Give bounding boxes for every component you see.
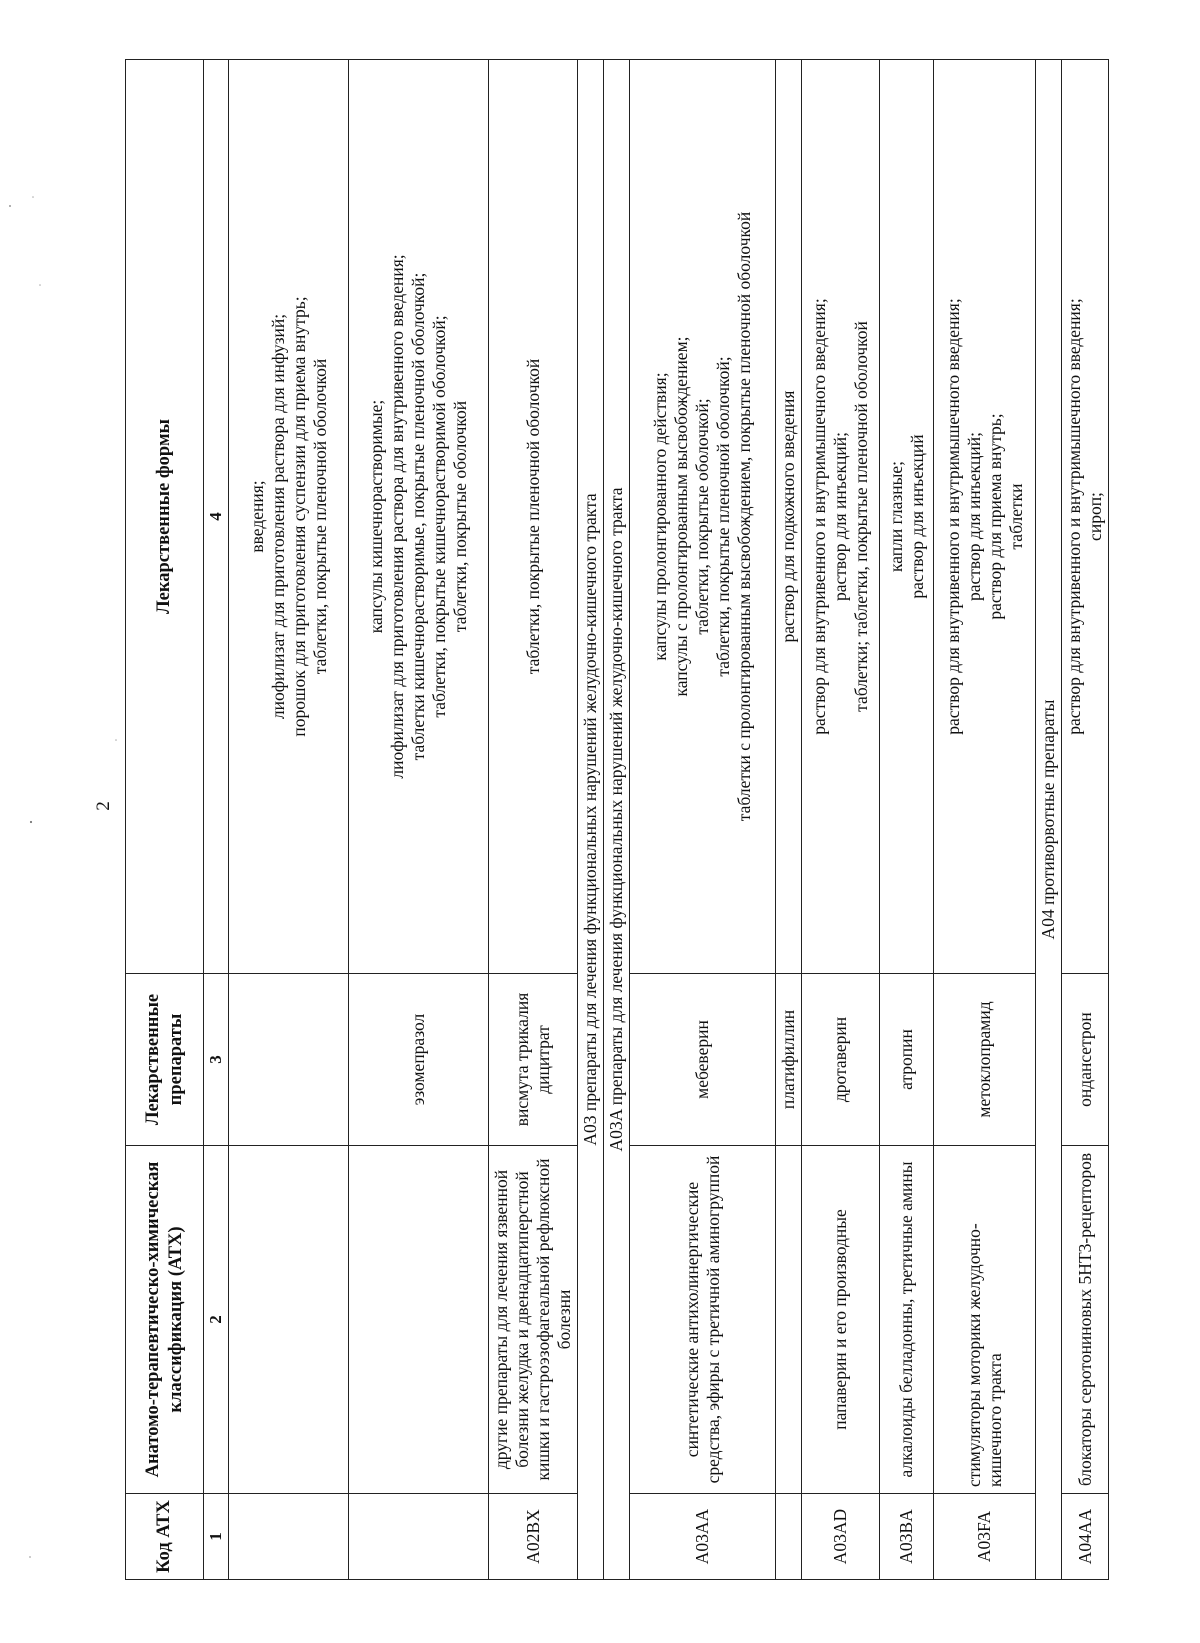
section-heading: A03 препараты для лечения функциональных нарушений желудочно-кишечного тракта (578, 60, 604, 1580)
section-row-a04 (1036, 60, 1062, 1580)
dosage-form: раствор для внутривенного и внутримышечного введения; (942, 298, 963, 735)
drug-name: атропин (880, 974, 934, 1146)
table-row (880, 60, 934, 1580)
atx-code: A03BA (880, 1494, 934, 1580)
dosage-form: раствор для приема внутрь; (984, 413, 1005, 620)
dosage-form: таблетки, покрытые пленочной оболочкой (522, 358, 543, 675)
column-number-1: 1 (204, 1494, 229, 1580)
dosage-form: таблетки (1005, 483, 1026, 550)
section-row-a03 (578, 60, 604, 1580)
atx-class (349, 1146, 489, 1494)
atx-code: A03AD (802, 1494, 880, 1580)
atx-class (229, 1146, 349, 1494)
drug-name: эзомепразол (349, 974, 489, 1146)
dosage-form: таблетки с пролонгированным высвобождением, покрытые пленочной оболочкой (734, 211, 755, 822)
dosage-form: таблетки, покрытые пленочной оболочкой; (713, 356, 734, 677)
dosage-forms (630, 60, 776, 974)
dosage-form: раствор для инъекций (906, 434, 927, 599)
dosage-forms (489, 60, 578, 974)
atx-code: A03AA (630, 1494, 776, 1580)
header-atx-code: Код АТХ (126, 1494, 204, 1580)
drug-classification-table (125, 59, 1109, 1580)
atx-class: алкалоиды белладонны, третичные амины (880, 1146, 934, 1494)
header-drugs: Лекарственные препараты (126, 974, 204, 1146)
dosage-forms (802, 60, 880, 974)
dosage-form: таблетки кишечнорастворимые, покрытые пленочной оболочкой; (408, 272, 429, 761)
header-dosage-forms: Лекарственные формы (126, 60, 204, 974)
drug-name: мебеверин (630, 974, 776, 1146)
table-row (802, 60, 880, 1580)
atx-code: A02BX (489, 1494, 578, 1580)
column-number-row (204, 60, 229, 1580)
dosage-forms (880, 60, 934, 974)
dosage-form: таблетки, покрытые кишечнорастворимой оболочкой; (429, 315, 450, 718)
atx-code: A03FA (934, 1494, 1036, 1580)
section-heading: A03A препараты для лечения функциональных нарушений желудочно-кишечного тракта (604, 60, 630, 1580)
dosage-form: раствор для внутривенного и внутримышечного введения; (1064, 298, 1085, 735)
dosage-form: раствор для инъекций; (963, 431, 984, 602)
drug-name: метоклопрамид (934, 974, 1036, 1146)
atx-code: A04AA (1062, 1494, 1109, 1580)
dosage-forms (229, 60, 349, 974)
atx-code (776, 1494, 802, 1580)
atx-code (349, 1494, 489, 1580)
dosage-form: сироп; (1085, 492, 1106, 541)
dosage-form: таблетки, покрытые оболочкой (450, 400, 471, 633)
dosage-form: капсулы с пролонгированным высвобождением; (671, 336, 692, 697)
section-heading: A04 противорвотные препараты (1036, 60, 1062, 1580)
table-row (489, 60, 578, 1580)
column-number-3: 3 (204, 974, 229, 1146)
dosage-form: раствор для внутривенного и внутримышечного введения; (809, 298, 830, 735)
dosage-form: раствор для подкожного введения (778, 390, 799, 643)
drug-name: дротаверин (802, 974, 880, 1146)
drug-name: платифиллин (776, 974, 802, 1146)
column-number-4: 4 (204, 60, 229, 974)
dosage-form: введения; (246, 480, 267, 553)
dosage-forms (349, 60, 489, 974)
dosage-forms (1062, 60, 1109, 974)
atx-class: папаверин и его производные (802, 1146, 880, 1494)
table-row (776, 60, 802, 1580)
atx-class: стимуляторы моторики желудочно-кишечного тракта (934, 1146, 1036, 1494)
atx-class (776, 1146, 802, 1494)
atx-class: другие препараты для лечения язвенной болезни желудка и двенадцатиперстной кишки и гастроэзофагеальной рефлюксной болезни (489, 1146, 578, 1494)
atx-class: синтетические антихолинергические средства, эфиры с третичной аминогруппой (630, 1146, 776, 1494)
dosage-form: лиофилизат для приготовления раствора для инфузий; (267, 313, 288, 720)
drug-name: ондансетрон (1062, 974, 1109, 1146)
dosage-forms (776, 60, 802, 974)
drug-name: висмута трикалия дицитрат (489, 974, 578, 1146)
header-atx-classification: Анатомо-терапевтическо-химическая классификация (АТХ) (126, 1146, 204, 1494)
dosage-form: таблетки, покрытые оболочкой; (692, 398, 713, 635)
table-row (229, 60, 349, 1580)
atx-class: блокаторы серотониновых 5HT3-рецепторов (1062, 1146, 1109, 1494)
page-number: 2 (93, 801, 114, 811)
drug-name (229, 974, 349, 1146)
dosage-form: таблетки; таблетки, покрытые пленочной оболочкой (851, 321, 872, 712)
column-number-2: 2 (204, 1146, 229, 1494)
atx-code (229, 1494, 349, 1580)
table-row (630, 60, 776, 1580)
dosage-form: капли глазные; (885, 460, 906, 573)
dosage-forms (934, 60, 1036, 974)
table-row (1062, 60, 1109, 1580)
table-row (934, 60, 1036, 1580)
table-row (349, 60, 489, 1580)
dosage-form: порошок для приготовления суспензии для приема внутрь; (288, 296, 309, 737)
dosage-form: раствор для инъекций; (830, 431, 851, 602)
section-row-a03a (604, 60, 630, 1580)
dosage-form: капсулы пролонгированного действия; (650, 372, 671, 661)
dosage-form: лиофилизат для приготовления раствора для внутривенного введения; (387, 254, 408, 779)
rotated-table-sheet (125, 60, 1106, 1580)
dosage-form: капсулы кишечнорастворимые; (366, 399, 387, 634)
dosage-form: таблетки, покрытые пленочной оболочкой (309, 358, 330, 675)
header-row (126, 60, 204, 1580)
